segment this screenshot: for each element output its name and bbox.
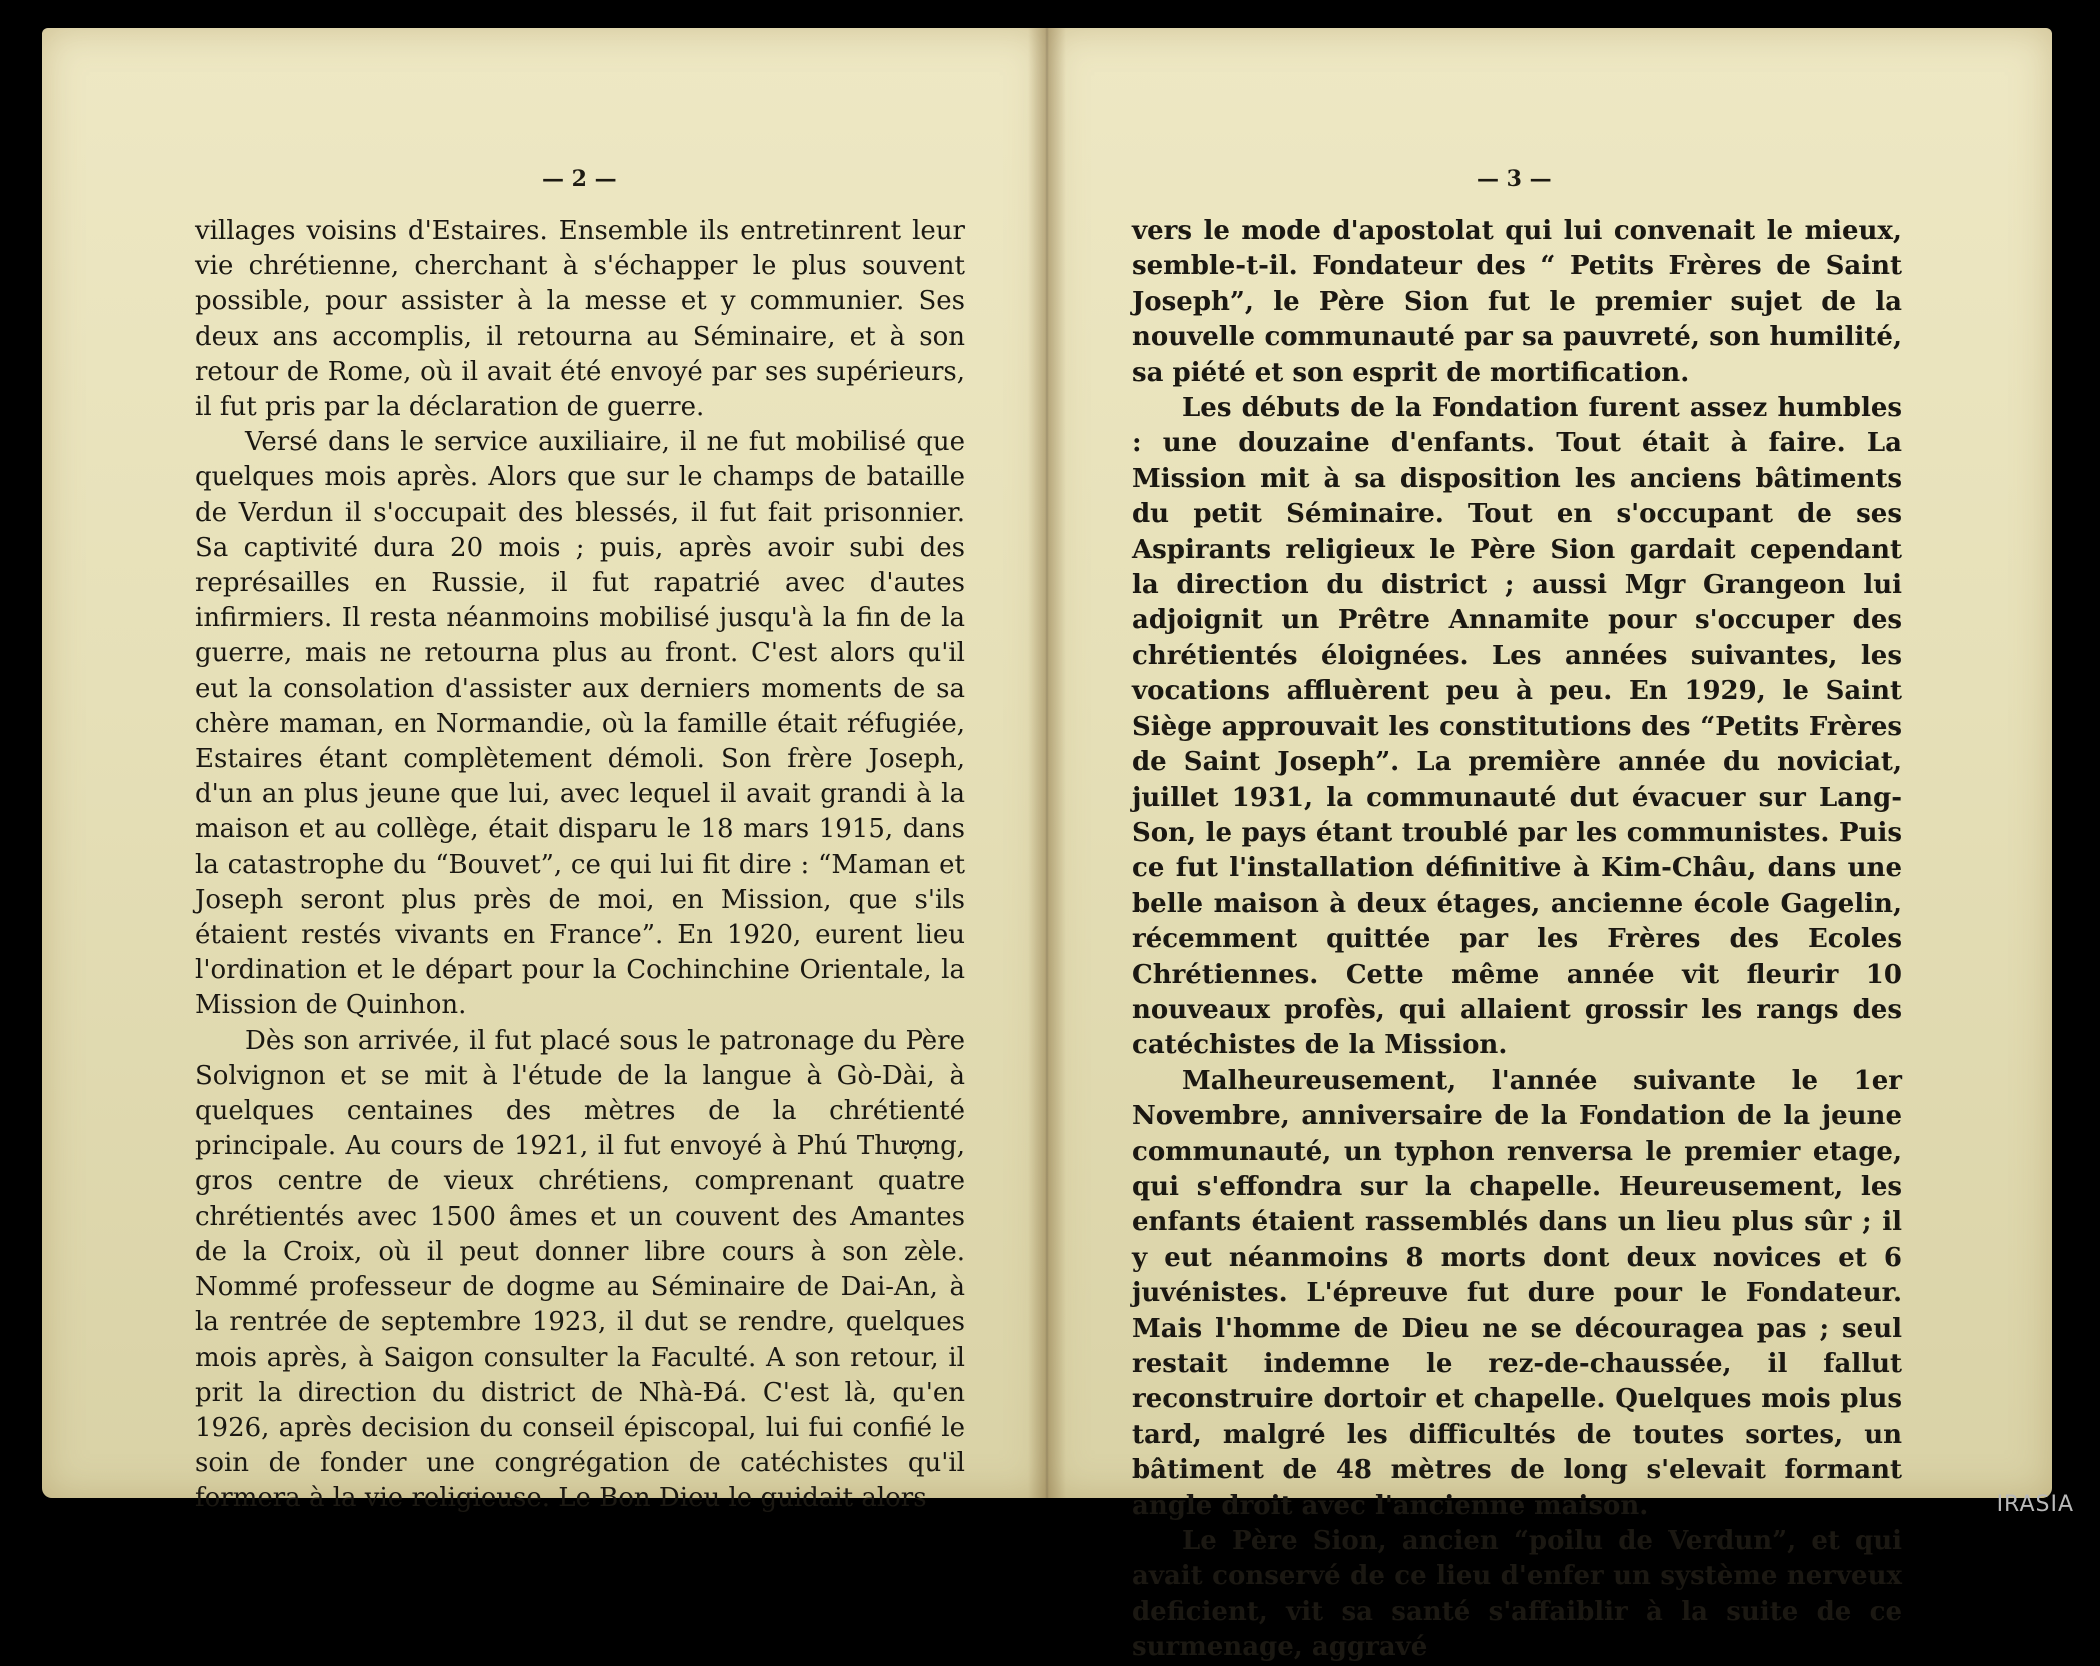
- paragraph: Versé dans le service auxiliaire, il ne fut mobilisé que quelques mois après. Alors que sur le champs de bataille de Verdun il s'occupait des blessés, il fut fait prisonnier. Sa captivité dura 20 mois ; puis, après avoir subi des représailles en Russie, il fut rapatrié avec d'autes infirmiers. Il resta néanmoins mobilisé jusqu'à la fin de la guerre, mais ne retourna plus au front. C'est alors qu'il eut la consolation d'assister aux derniers moments de sa chère maman, en Normandie, où la famille était réfugiée, Estaires étant complètement démoli. Son frère Joseph, d'un an plus jeune que lui, avec lequel il avait grandi à la maison et au collège, était disparu le 18 mars 1915, dans la catastrophe du “Bouvet”, ce qui lui fit dire : “Maman et Joseph seront plus près de moi, en Mission, que s'ils étaient restés vivants en France”. En 1920, eurent lieu l'ordination et le départ pour la Cochinchine Orientale, la Mission de Quinhon.: [195, 427, 965, 1021]
- page-body: [1132, 214, 1902, 1666]
- book-spine: [1028, 28, 1066, 1498]
- paragraph: Le Père Sion, ancien “poilu de Verdun”, et qui avait conservé de ce lieu d'enfer un système nerveux deficient, vit sa santé s'affaiblir à la suite de ce surmenage, aggravé: [1132, 1526, 1902, 1663]
- paragraph: Malheureusement, l'année suivante le 1er Novembre, anniversaire de la Fondation de la jeune communauté, un typhon renversa le premier etage, qui s'effondra sur la chapelle. Heureusement, les enfants étaient rassemblés dans un lieu plus sûr ; il y eut néanmoins 8 morts dont deux novices et 6 juvénistes. L'épreuve fut dure pour le Fondateur. Mais l'homme de Dieu ne se découragea pas ; seul restait indemne le rez-de-chaussée, il fallut reconstruire dortoir et chapelle. Quelques mois plus tard, malgré les difficultés de toutes sortes, un bâtiment de 48 mètres de long s'elevait formant angle droit avec l'ancienne maison.: [1132, 1065, 1902, 1521]
- page-number: — 2 —: [542, 166, 617, 192]
- paragraph: Les débuts de la Fondation furent assez humbles : une douzaine d'enfants. Tout était à faire. La Mission mit à sa disposition les anciens bâtiments du petit Séminaire. Tout en s'occupant de ses Aspirants religieux le Père Sion gardait cependant la direction du district ; aussi Mgr Grangeon lui adjoignit un Prêtre Annamite pour s'occuper des chrétientés éloignées. Les années suivantes, les vocations affluèrent peu à peu. En 1929, le Saint Siège approuvait les constitutions des “Petits Frères de Saint Joseph”. La première année du noviciat, juillet 1931, la communauté dut évacuer sur Lang-Son, le pays étant troublé par les communistes. Puis ce fut l'installation définitive à Kim-Châu, dans une belle maison à deux étages, ancienne école Gagelin, récemment quittée par les Frères des Ecoles Chrétiennes. Cette même année vit fleurir 10 nouveaux profès, qui allaient grossir les rangs des catéchistes de la Mission.: [1132, 393, 1902, 1061]
- watermark: IRASIA: [1996, 1492, 2074, 1517]
- left-page: [42, 28, 1047, 1514]
- paragraph: villages voisins d'Estaires. Ensemble ils entretinrent leur vie chrétienne, cherchant à s'échapper le plus souvent possible, pour assister à la messe et y communier. Ses deux ans accomplis, il retourna au Séminaire, et à son retour de Rome, où il avait été envoyé par ses supérieurs, il fut pris par la déclaration de guerre.: [195, 216, 965, 423]
- paragraph: vers le mode d'apostolat qui lui convenait le mieux, semble-t-il. Fondateur des “ Petits Frères de Saint Joseph”, le Père Sion fut le premier sujet de la nouvelle communauté par sa pauvreté, son humilité, sa piété et son esprit de mortification.: [1132, 216, 1902, 388]
- paragraph: Dès son arrivée, il fut placé sous le patronage du Père Solvignon et se mit à l'étude de la langue à Gò-Dài, à quelques centaines des mètres de la chrétienté principale. Au cours de 1921, il fut envoyé à Phú Thượng, gros centre de vieux chrétiens, comprenant quatre chrétientés avec 1500 âmes et un couvent des Amantes de la Croix, où il peut donner libre cours à son zèle. Nommé professeur de dogme au Séminaire de Dai-An, à la rentrée de septembre 1923, il dut se rendre, quelques mois après, à Saigon consulter la Faculté. A son retour, il prit la direction du district de Nhà-Đá. C'est là, qu'en 1926, après decision du conseil épiscopal, lui fui confié le soin de fonder une congrégation de catéchistes qu'il formera à la vie religieuse. Le Bon Dieu le guidait alors: [195, 1025, 965, 1514]
- page-number: — 3 —: [1477, 166, 1552, 192]
- page-body: [195, 214, 965, 1517]
